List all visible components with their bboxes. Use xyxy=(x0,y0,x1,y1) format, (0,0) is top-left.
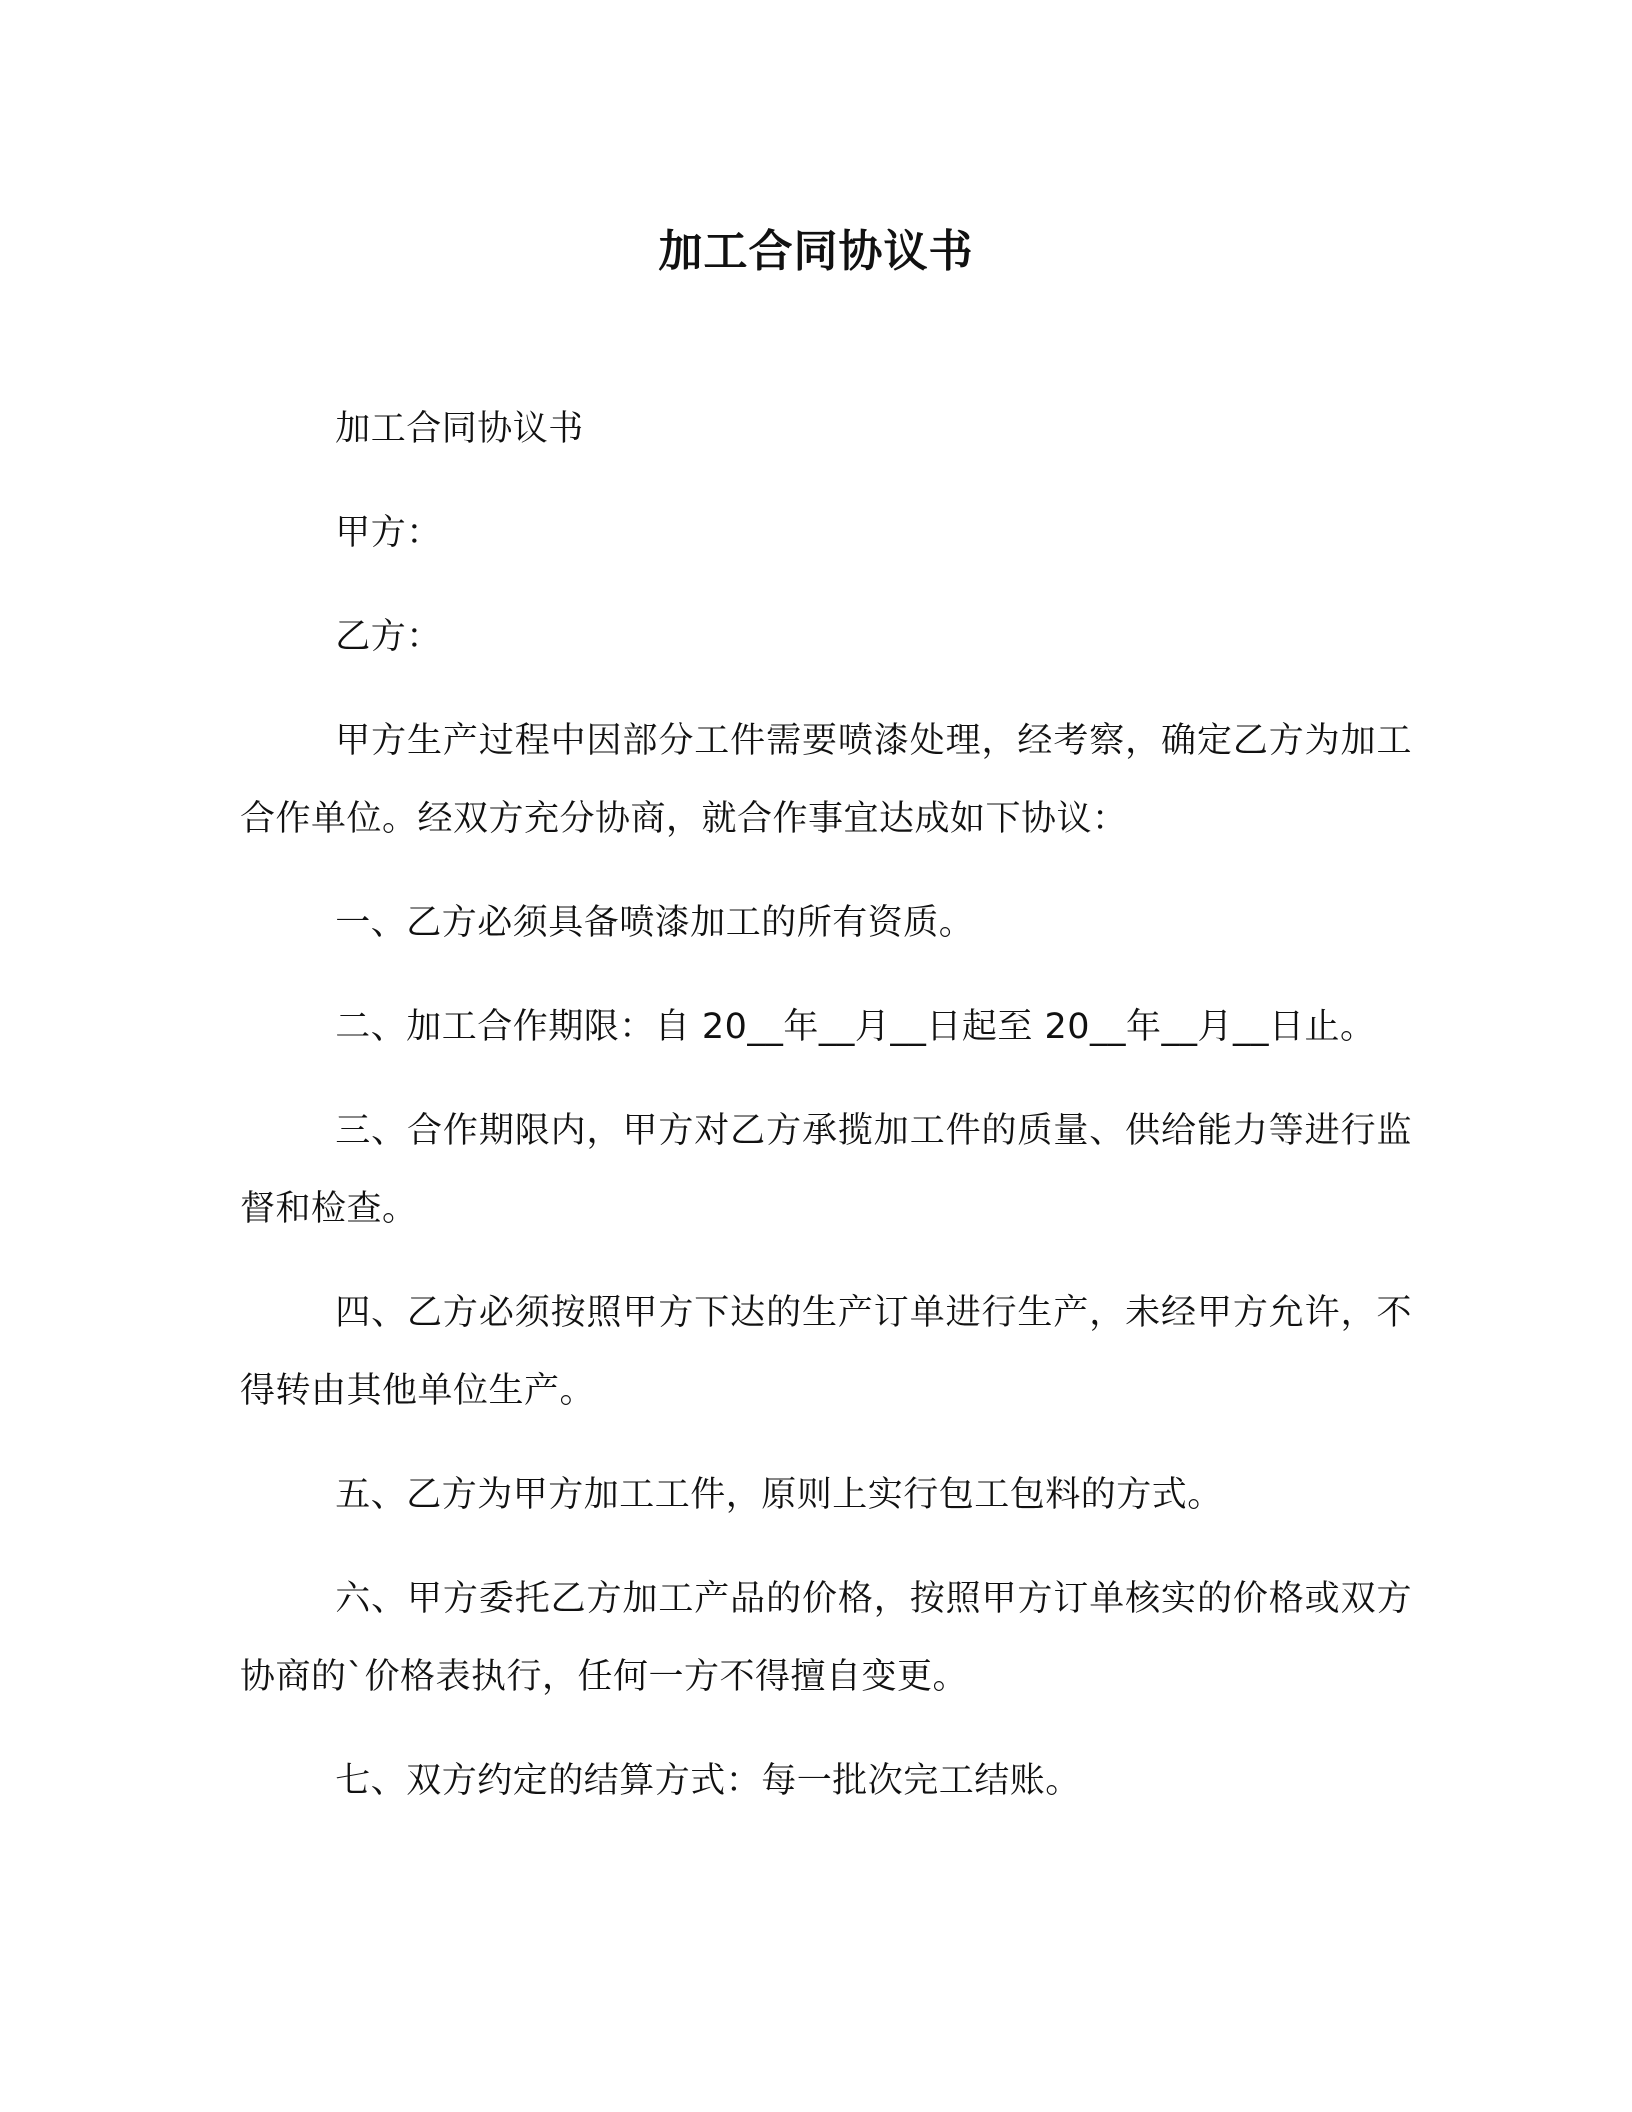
paragraph-clause-5: 五、乙方为甲方加工工件，原则上实行包工包料的方式。 xyxy=(335,1475,1223,1515)
paragraph-subtitle: 加工合同协议书 xyxy=(335,409,584,449)
document-body xyxy=(240,390,1412,1846)
paragraph-party-b: 乙方： xyxy=(335,617,442,657)
document-title: 加工合同协议书 xyxy=(658,226,974,277)
paragraph-clause-1: 一、乙方必须具备喷漆加工的所有资质。 xyxy=(335,903,975,943)
paragraph-party-a: 甲方： xyxy=(335,513,442,553)
paragraph-clause-2: 二、加工合作期限：自 20__年__月__日起至 20__年__月__日止。 xyxy=(335,1007,1376,1047)
paragraph-clause-7: 七、双方约定的结算方式：每一批次完工结账。 xyxy=(335,1761,1081,1801)
paragraph-clause-3: 三、合作期限内，甲方对乙方承揽加工件的质量、供给能力等进行监督和检查。 xyxy=(240,1111,1412,1229)
paragraph-clause-6: 六、甲方委托乙方加工产品的价格，按照甲方订单核实的价格或双方协商的`价格表执行，任何一方不得擅自变更。 xyxy=(240,1579,1412,1697)
paragraph-clause-4: 四、乙方必须按照甲方下达的生产订单进行生产，未经甲方允许，不得转由其他单位生产。 xyxy=(240,1293,1412,1411)
paragraph-intro: 甲方生产过程中因部分工件需要喷漆处理，经考察，确定乙方为加工合作单位。经双方充分协商，就合作事宜达成如下协议： xyxy=(240,721,1412,839)
